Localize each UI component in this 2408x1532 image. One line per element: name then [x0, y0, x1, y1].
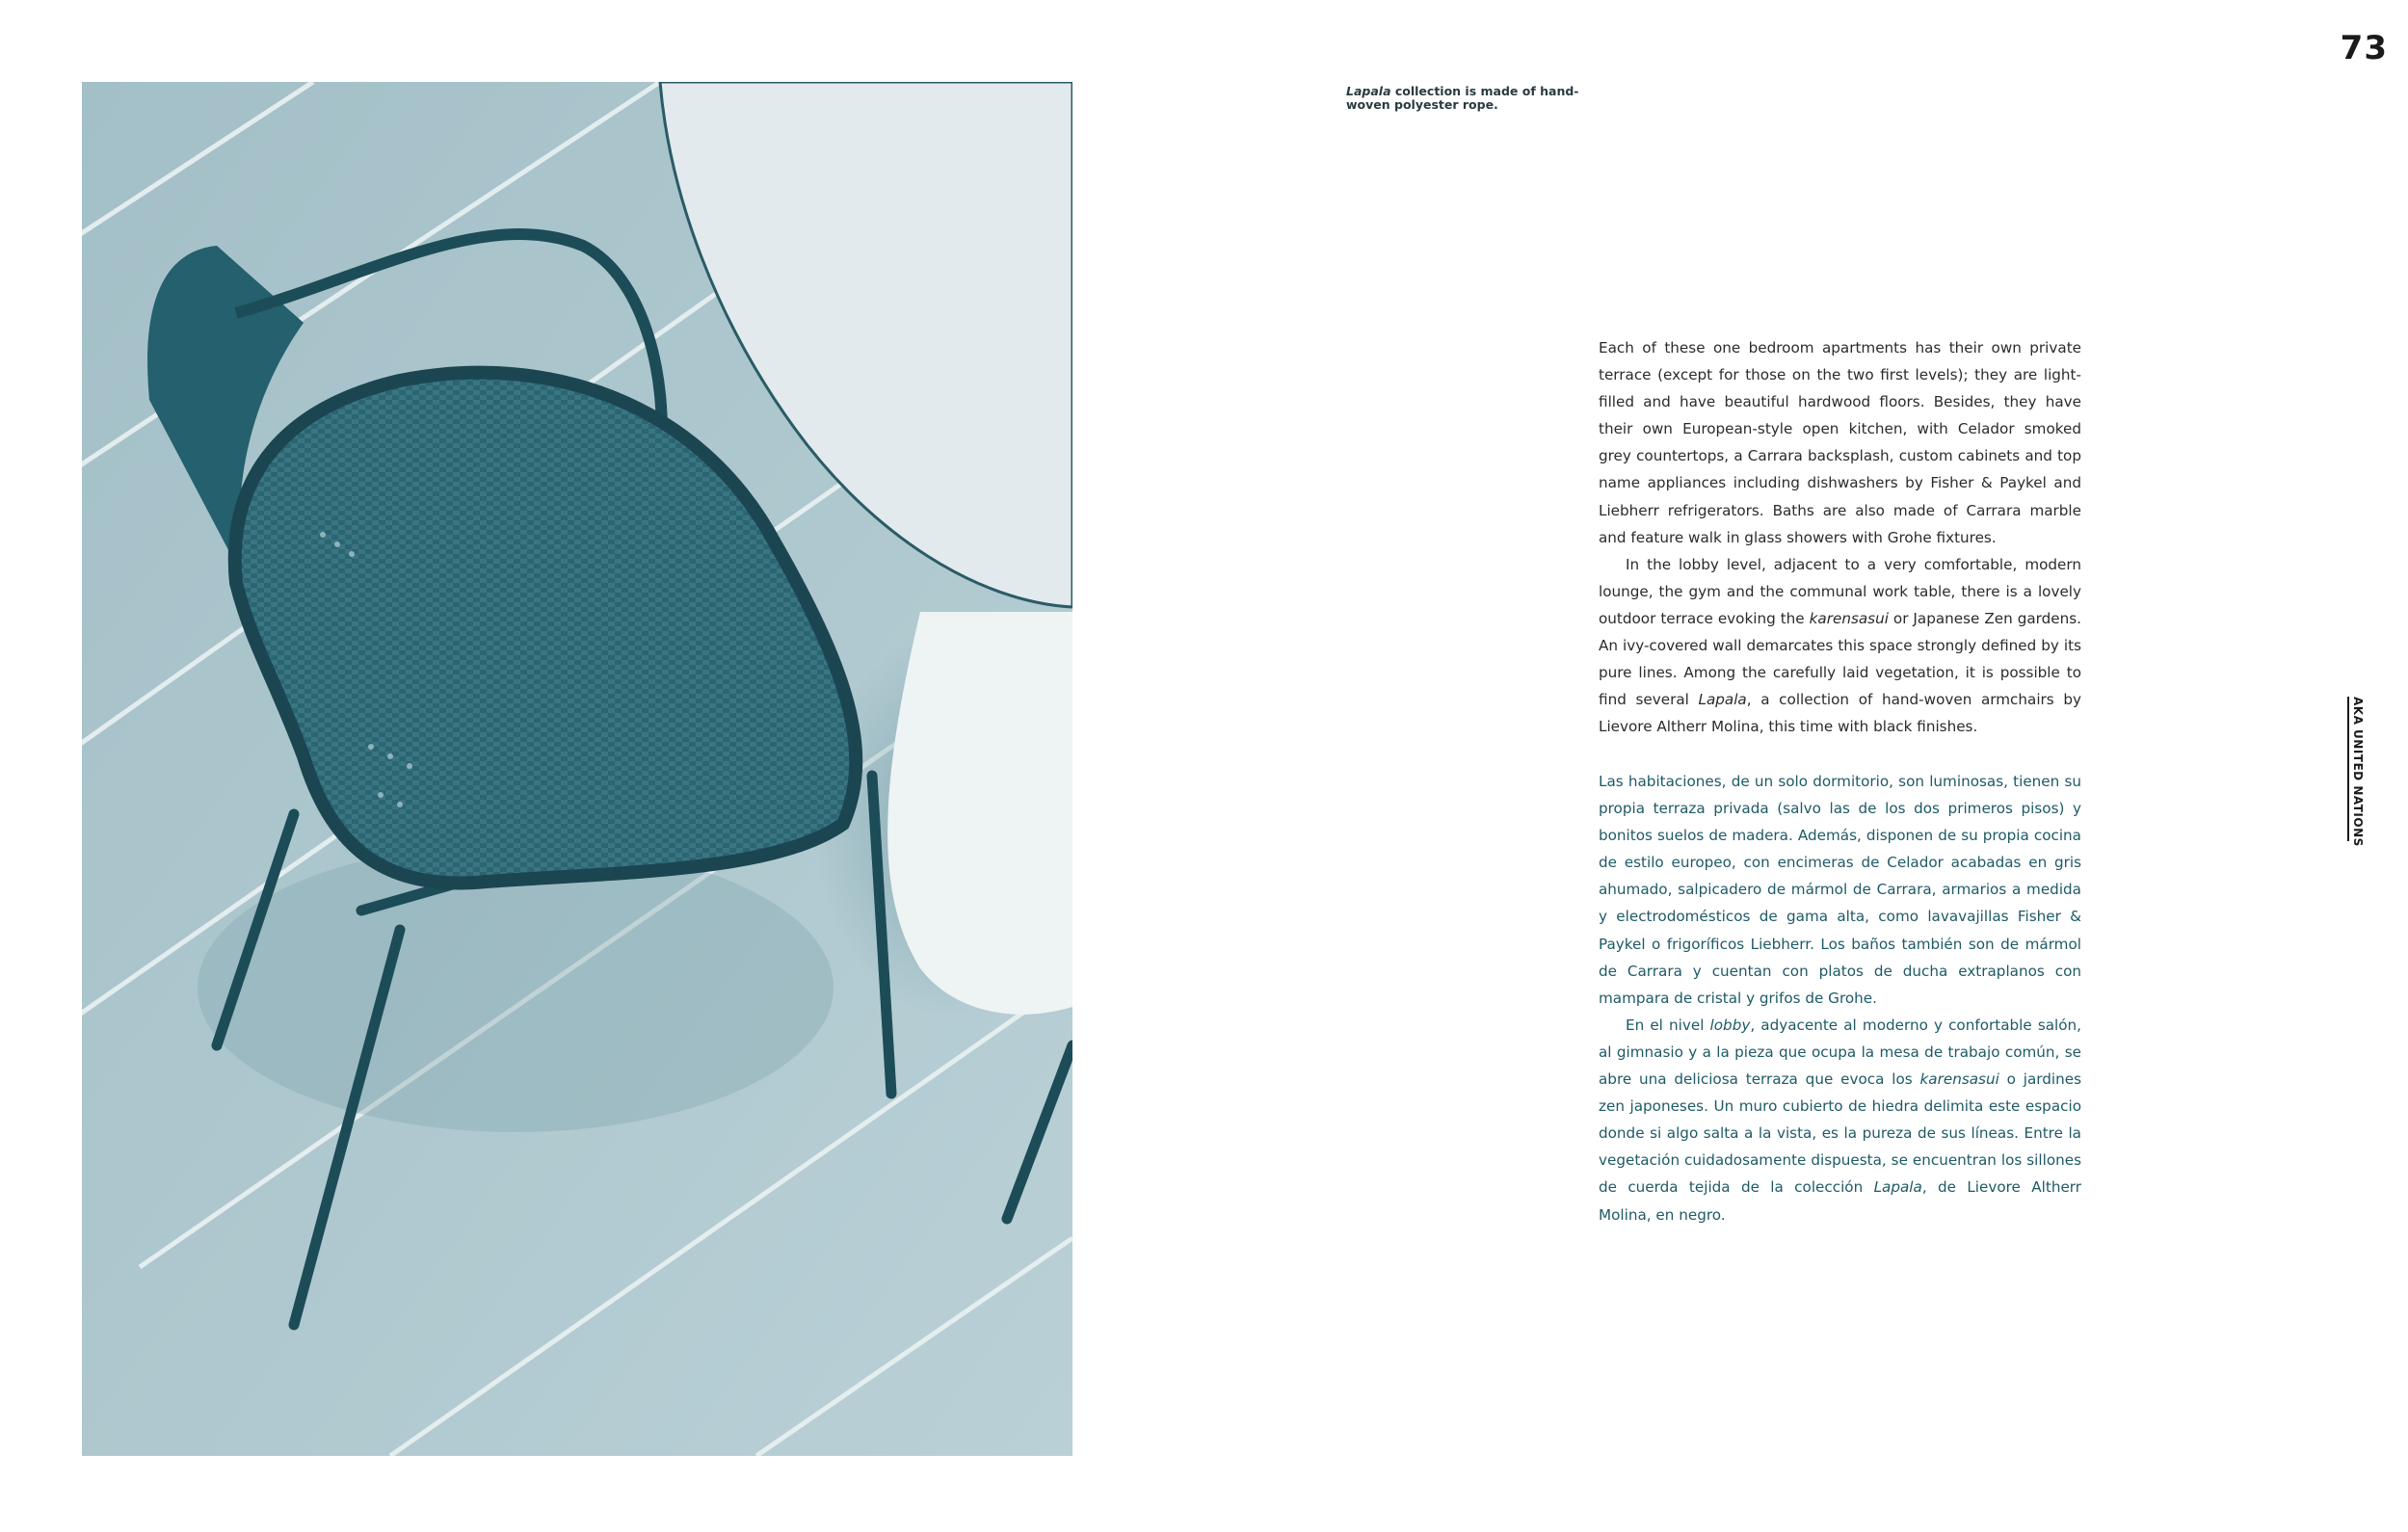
caption-text: collection is made of hand-woven polyester rope. [1346, 84, 1579, 112]
en-p2-italic: Lapala [1698, 691, 1747, 709]
english-paragraph-2 [1599, 551, 2081, 741]
es-p2-part: , adyacente al moderno y confortable salón, al gimnasio y a la pieza que ocupa la mesa de trabajo común, se abre una deliciosa terraza que evoca los [1599, 1016, 2082, 1089]
spanish-body [1599, 768, 2081, 1228]
photo-caption [1346, 85, 1597, 112]
chair-photo [82, 82, 1072, 1456]
spanish-paragraph-1: Las habitaciones, de un solo dormitorio, son luminosas, tienen su propia terraza privada (salvo las de los dos primeros pisos) y bonitos suelos de madera. Además, disponen de su propia cocina de estilo europeo, con encimeras de Celador acabadas en gris ahumado, salpicadero de mármol de Carrara, armarios a medida y electrodomésticos de gama alta, como lavavajillas Fisher & Paykel o frigoríficos Liebherr. Los baños también son de mármol de Carrara y cuentan con platos de ducha extraplanos con mampara de cristal y grifos de Grohe. [1599, 773, 2081, 1007]
es-p2-part: o jardines zen japoneses. Un muro cubierto de hiedra delimita este espacio donde si algo salta a la vista, es la pureza de sus líneas. Entre la vegetación cuidadosamente dispuesta, se encuentran los sillones de cuerda tejida de la colección [1599, 1070, 2081, 1197]
english-body [1599, 334, 2081, 740]
spanish-paragraph-2 [1599, 1012, 2081, 1228]
en-p2-part: In the lobby level, adjacent to a very comfortable, modern lounge, the gym and the communal work table, there is a lovely outdoor terrace evoking the [1599, 555, 2081, 627]
page-number: 73 [2340, 29, 2388, 67]
english-paragraph-1: Each of these one bedroom apartments has their own private terrace (except for those on the two first levels); they are light-filled and have beautiful hardwood floors. Besides, they have their own European-style open kitchen, with Celador smoked grey countertops, a Carrara backsplash, custom cabinets and top name appliances including dishwashers by Fisher & Paykel and Liebherr refrigerators. Baths are also made of Carrara marble and feature walk in glass showers with Grohe fixtures. [1599, 339, 2081, 546]
table-base [887, 612, 1072, 1015]
es-p2-part: , de Lievore Altherr Molina, en negro. [1599, 1178, 2082, 1224]
es-p2-italic: lobby [1709, 1016, 1751, 1034]
en-p2-italic: karensasui [1809, 609, 1889, 627]
chair-illustration [82, 82, 1072, 1456]
caption-italic: Lapala [1346, 84, 1391, 98]
es-p2-italic: Lapala [1873, 1178, 1922, 1197]
en-p2-part: or Japanese Zen gardens. An ivy-covered wall demarcates this space strongly defined by its pure lines. Among the carefully laid vegetation, it is possible to find several [1599, 609, 2081, 709]
running-head: AKA UNITED NATIONS [2347, 697, 2365, 841]
es-p2-italic: karensasui [1919, 1070, 1999, 1089]
es-p2-part: En el nivel [1626, 1016, 1710, 1034]
en-p2-part: , a collection of hand-woven armchairs by Lievore Altherr Molina, this time with black finishes. [1599, 691, 2081, 736]
